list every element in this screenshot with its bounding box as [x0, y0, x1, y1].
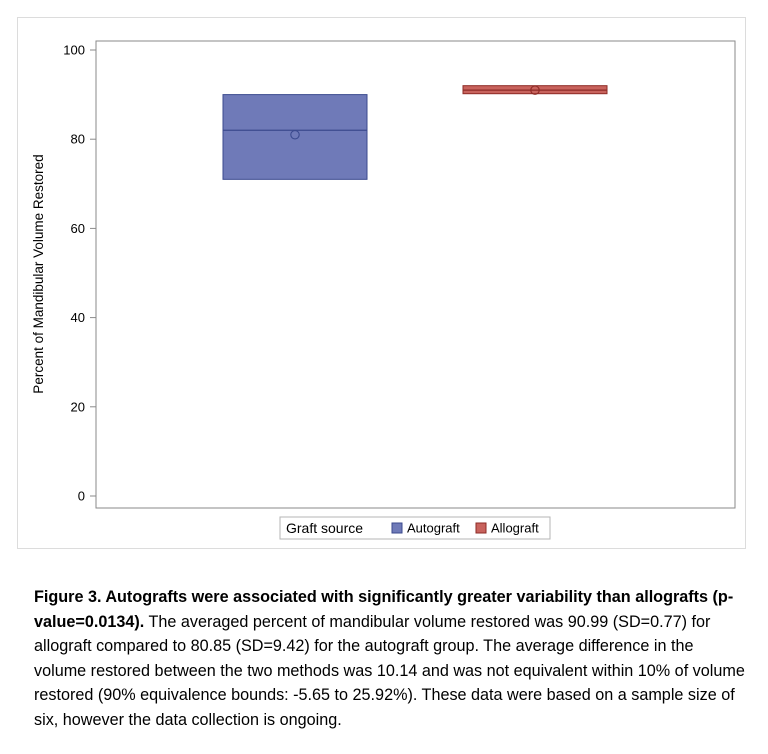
- box-autograft: [223, 95, 367, 180]
- figure-caption: [34, 585, 746, 732]
- boxes: [223, 86, 607, 180]
- caption-text: The averaged percent of mandibular volume restored was 90.99 (SD=0.77) for allograft compared to 80.85 (SD=9.42) for the autograft group. The average difference in the volume restored between the two methods was 10.14 and was not equivalent within 10% of volume restored (90% equivalence bounds: -5.65 to 25.92%). These data were based on a sample size of six, however the data collection is ongoing.: [34, 612, 745, 729]
- y-axis: [63, 43, 96, 504]
- legend-swatch-autograft: [392, 523, 402, 533]
- plot-area: [96, 41, 735, 508]
- legend-title: Graft source: [286, 520, 364, 536]
- legend-swatch-allograft: [476, 523, 486, 533]
- caption-bold: Figure 3. Autografts were associated with significantly greater variability than allografts (p-value=0.0134).: [34, 588, 734, 631]
- legend: [280, 517, 550, 539]
- y-tick-label: 0: [77, 488, 85, 504]
- y-tick-label: 80: [70, 131, 85, 147]
- legend-label-allograft: Allograft: [491, 520, 539, 536]
- y-axis-label: Percent of Mandibular Volume Restored: [31, 154, 46, 394]
- y-tick-label: 100: [63, 42, 85, 58]
- y-tick-label: 40: [70, 310, 85, 326]
- y-tick-label: 20: [70, 399, 85, 415]
- y-tick-label: 60: [70, 220, 85, 236]
- legend-label-autograft: Autograft: [407, 520, 460, 536]
